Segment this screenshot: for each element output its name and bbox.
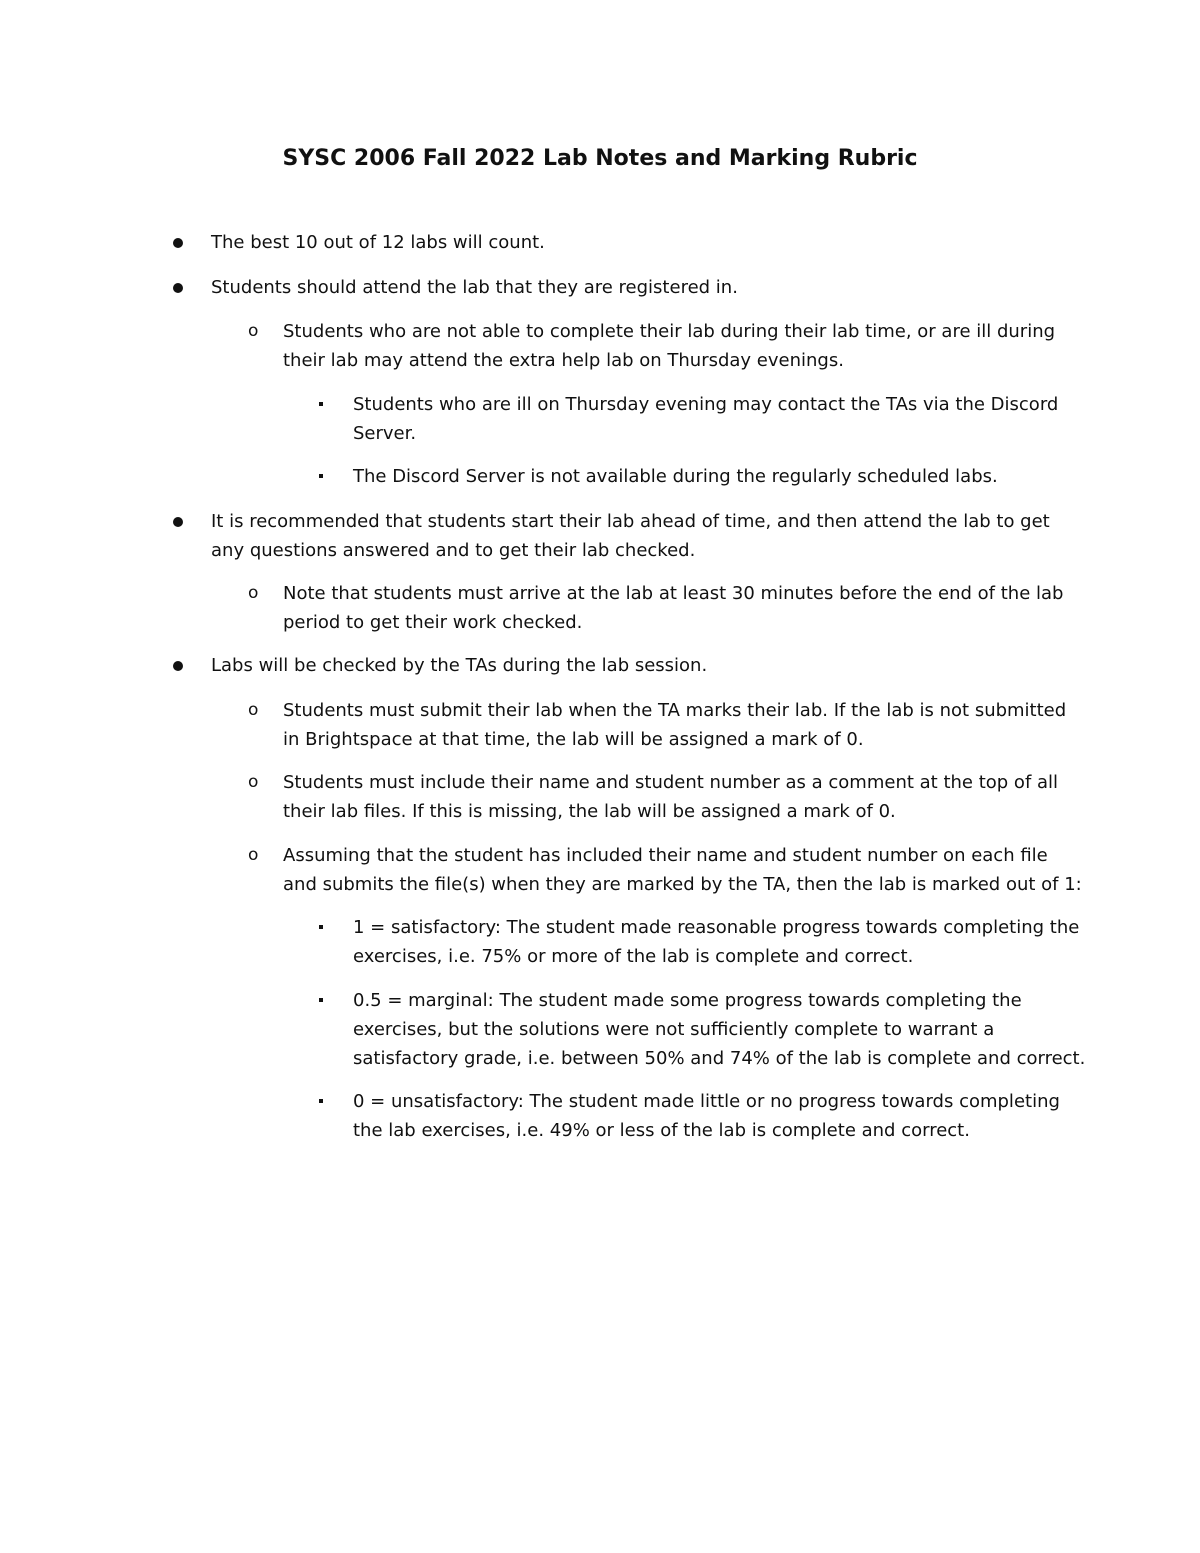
list-item-line: Students should attend the lab that they are registered in. — [211, 277, 738, 298]
bullet-circle-icon: o — [248, 321, 259, 341]
list-item-line: 1 = satisfactory: The student made reasonable progress towards completing the — [353, 917, 1080, 938]
list-item-line: exercises, but the solutions were not sufficiently complete to warrant a — [353, 1019, 995, 1040]
list-item-line: the lab exercises, i.e. 49% or less of the lab is complete and correct. — [353, 1120, 970, 1141]
list-item — [283, 317, 1055, 375]
bullet-dot-icon — [173, 283, 183, 293]
list-item — [283, 841, 1082, 899]
list-item-line: and submits the file(s) when they are marked by the TA, then the lab is marked out of 1: — [283, 874, 1082, 895]
list-item-line: in Brightspace at that time, the lab will be assigned a mark of 0. — [283, 729, 864, 750]
bullet-square-icon — [319, 474, 323, 478]
bullet-square-icon — [319, 998, 323, 1002]
list-item — [353, 986, 1085, 1073]
list-item-line: 0 = unsatisfactory: The student made little or no progress towards completing — [353, 1091, 1060, 1112]
list-item-line: any questions answered and to get their lab checked. — [211, 540, 696, 561]
list-item-line: Server. — [353, 423, 417, 444]
list-item-line: The best 10 out of 12 labs will count. — [211, 232, 545, 253]
list-item-line: satisfactory grade, i.e. between 50% and 74% of the lab is complete and correct. — [353, 1048, 1086, 1069]
page-title: SYSC 2006 Fall 2022 Lab Notes and Marking Rubric — [282, 146, 918, 171]
list-item-line: period to get their work checked. — [283, 612, 583, 633]
list-item-line: Note that students must arrive at the lab at least 30 minutes before the end of the lab — [283, 583, 1064, 604]
list-item — [211, 273, 738, 302]
bullet-circle-icon: o — [248, 583, 259, 603]
bullet-circle-icon: o — [248, 845, 259, 865]
list-item — [211, 507, 1050, 565]
list-item-line: Students must include their name and student number as a comment at the top of all — [283, 772, 1059, 793]
bullet-dot-icon — [173, 517, 183, 527]
bullet-dot-icon — [173, 238, 183, 248]
bullet-square-icon — [319, 925, 323, 929]
list-item — [211, 651, 707, 680]
bullet-square-icon — [319, 1099, 323, 1103]
list-item-line: their lab may attend the extra help lab on Thursday evenings. — [283, 350, 844, 371]
list-item — [353, 462, 998, 491]
list-item-line: Students who are not able to complete their lab during their lab time, or are ill during — [283, 321, 1056, 342]
list-item — [283, 768, 1058, 826]
bullet-circle-icon: o — [248, 700, 259, 720]
list-item-line: exercises, i.e. 75% or more of the lab is complete and correct. — [353, 946, 914, 967]
bullet-square-icon — [319, 402, 323, 406]
list-item — [283, 696, 1066, 754]
list-item — [353, 913, 1079, 971]
list-item — [353, 1087, 1060, 1145]
list-item-line: Labs will be checked by the TAs during the lab session. — [211, 655, 708, 676]
list-item-line: their lab files. If this is missing, the lab will be assigned a mark of 0. — [283, 801, 896, 822]
bullet-circle-icon: o — [248, 772, 259, 792]
list-item-line: Students who are ill on Thursday evening may contact the TAs via the Discord — [353, 394, 1059, 415]
list-item — [211, 228, 545, 257]
list-item — [283, 579, 1063, 637]
bullet-dot-icon — [173, 661, 183, 671]
list-item-line: The Discord Server is not available during the regularly scheduled labs. — [353, 466, 998, 487]
list-item-line: Assuming that the student has included their name and student number on each file — [283, 845, 1048, 866]
list-item — [353, 390, 1058, 448]
list-item-line: 0.5 = marginal: The student made some progress towards completing the — [353, 990, 1022, 1011]
list-item-line: It is recommended that students start their lab ahead of time, and then attend the lab to get — [211, 511, 1050, 532]
list-item-line: Students must submit their lab when the TA marks their lab. If the lab is not submitted — [283, 700, 1067, 721]
